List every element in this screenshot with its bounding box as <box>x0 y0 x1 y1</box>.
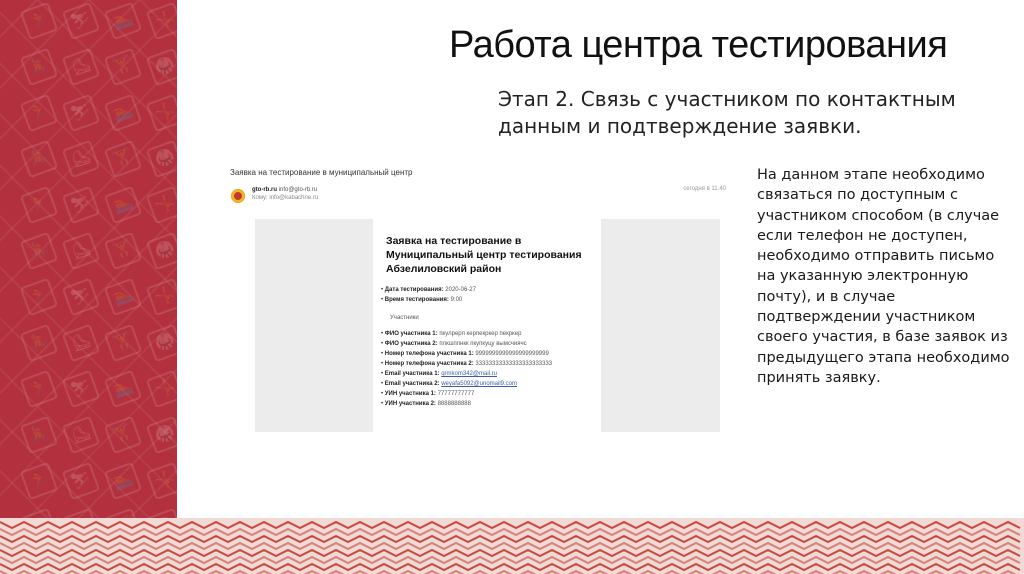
sport-pattern-icon: 🚴 <box>20 140 58 178</box>
sport-pattern-icon: ⛷ <box>62 278 100 316</box>
sport-pattern-icon: 🏃 <box>20 2 58 40</box>
sport-pattern-icon: 🥋 <box>146 48 177 86</box>
participant-label: ФИО участника 2: <box>384 341 438 347</box>
sport-pattern-icon: 🚴 <box>20 416 58 454</box>
sport-pattern-icon: 🏊 <box>104 370 142 408</box>
sport-pattern-icon: 🏊 <box>104 278 142 316</box>
sport-pattern-icon: 🏊 <box>104 2 142 40</box>
participant-value: 9999999999999999999999 <box>475 351 549 357</box>
participant-label: Email участника 1: <box>384 371 440 377</box>
sport-pattern-icon: 🤸 <box>146 2 177 40</box>
sport-pattern-icon: 🏋 <box>104 324 142 362</box>
sport-pattern-icon: ⛷ <box>62 370 100 408</box>
sender-address: info@gto-rb.ru <box>278 187 318 193</box>
email-screenshot <box>224 160 734 442</box>
sport-pattern-icon: 🏃 <box>20 370 58 408</box>
sport-pattern-icon: 🏃 <box>20 186 58 224</box>
sport-pattern-icon: 🤸 <box>146 278 177 316</box>
participant-label: ФИО участника 1: <box>384 331 438 337</box>
sport-pattern-icon: 🏃 <box>20 462 58 500</box>
sport-pattern-icon: 🤸 <box>146 94 177 132</box>
recipient-address: info@kabachne.ru <box>269 195 319 201</box>
decorative-side-band <box>0 0 177 574</box>
sport-pattern-icon: 🏋 <box>104 416 142 454</box>
participant-row: • УИН участника 1: 77777777777 <box>381 391 475 397</box>
participant-value: пкулрерп керпекркер пекркер <box>439 331 522 337</box>
decorative-bottom-ornament <box>0 518 1024 574</box>
zigzag-line <box>0 557 1020 563</box>
sport-pattern-icon: 🤸 <box>146 186 177 224</box>
participant-row: • Номер телефона участника 1: 9999999999999999999999 <box>381 351 549 357</box>
participant-value: плкшппнкк пкупкуцу вымсчиячс <box>439 341 527 347</box>
card-title: Заявка на тестирование в Муниципальный центр тестирования Абзелиловский район <box>386 235 582 275</box>
slide-title: Работа центра тестирования <box>449 24 948 66</box>
email-link[interactable]: weyafa5092@unomail9.com <box>441 381 518 387</box>
sport-pattern-icon: 🏊 <box>104 186 142 224</box>
detail-label: Время тестирования: <box>384 297 449 303</box>
sport-pattern-icon: 🏊 <box>104 94 142 132</box>
participant-row: • Email участника 2: weyafa5092@unomail9.com <box>381 381 518 387</box>
detail-value: 9:00 <box>450 297 463 303</box>
participant-row: • Номер телефона участника 2: 33333333333333333333333 <box>381 361 553 367</box>
participant-label: Email участника 2: <box>384 381 440 387</box>
email-link[interactable]: qrmkom342@mail.ru <box>441 371 497 377</box>
sender-avatar <box>231 189 245 203</box>
sport-pattern-icon: ⛸ <box>62 416 100 454</box>
sport-pattern-icon: 🤸 <box>146 370 177 408</box>
zigzag-line <box>0 522 1020 528</box>
participant-value: 8888888888 <box>437 401 471 407</box>
participant-row: • Email участника 1: qrmkom342@mail.ru <box>381 371 497 377</box>
sport-pattern-icon: 🥋 <box>146 140 177 178</box>
participant-label: Номер телефона участника 2: <box>384 361 474 367</box>
participants-heading: Участники <box>390 315 419 321</box>
sport-pattern-icon: 🤸 <box>146 462 177 500</box>
zigzag-line <box>0 550 1020 556</box>
participant-value: 33333333333333333333333 <box>475 361 553 367</box>
email-from <box>252 187 317 193</box>
zigzag-line <box>0 529 1020 535</box>
participant-row: • ФИО участника 1: пкулрерп керпекркер пекркер <box>381 331 522 337</box>
sport-pattern-icon: 🏃 <box>20 94 58 132</box>
sport-pattern-icon: ⛷ <box>62 186 100 224</box>
sport-pattern-icon: 🥋 <box>146 324 177 362</box>
zigzag-pattern <box>0 518 1024 574</box>
sport-pattern-icon: 🏋 <box>104 140 142 178</box>
detail-row: • Время тестирования: 9:00 <box>381 297 463 303</box>
detail-row: • Дата тестирования: 2020-06-27 <box>381 287 476 293</box>
sport-pattern-icon: 🏃 <box>20 278 58 316</box>
sport-pattern-icon: ⛷ <box>62 94 100 132</box>
sender-name: gto-rb.ru <box>252 187 277 193</box>
sport-pattern-icon: ⛸ <box>62 324 100 362</box>
explanation-text: На данном этапе необходимо связаться по доступным с участником способом (в случае если телефон не доступен, необходимо отправить письмо на указанную электронную почту), и в случае подтверждении участником своего участия, в базе заявок из предыдущего этапа необходимо принять заявку. <box>757 167 1010 386</box>
recipient-label: Кому: <box>252 195 268 201</box>
detail-label: Дата тестирования: <box>384 287 444 293</box>
zigzag-line <box>0 543 1020 549</box>
email-time: сегодня в 11:40 <box>683 186 726 192</box>
sport-pattern-icon: 🏋 <box>104 232 142 270</box>
sport-pattern-icon: ⛷ <box>62 2 100 40</box>
participant-value: 77777777777 <box>437 391 475 397</box>
participant-row: • УИН участника 2: 8888888888 <box>381 401 471 407</box>
sport-pattern-icon: ⛸ <box>62 232 100 270</box>
participant-label: Номер телефона участника 1: <box>384 351 474 357</box>
email-card <box>373 219 601 432</box>
participant-label: УИН участника 1: <box>384 391 436 397</box>
email-to <box>252 195 318 201</box>
zigzag-line <box>0 536 1020 542</box>
sport-pattern-icon: ⛸ <box>62 140 100 178</box>
sport-pattern-icon: 🚴 <box>20 232 58 270</box>
sport-pattern-icon: ⛷ <box>62 462 100 500</box>
zigzag-line <box>0 564 1020 570</box>
sport-pattern-icon: 🥋 <box>146 232 177 270</box>
sport-pattern-icon: 🏋 <box>104 48 142 86</box>
participant-label: УИН участника 2: <box>384 401 436 407</box>
sport-pattern-icon: 🚴 <box>20 324 58 362</box>
sport-pattern-icon: 🏊 <box>104 462 142 500</box>
sport-pattern-icon: 🚴 <box>20 48 58 86</box>
slide-subtitle: Этап 2. Связь с участником по контактным данным и подтверждение заявки. <box>498 87 956 138</box>
participant-row: • ФИО участника 2: плкшппнкк пкупкуцу вымсчиячс <box>381 341 527 347</box>
email-subject: Заявка на тестирование в муниципальный центр <box>230 168 413 177</box>
detail-value: 2020-06-27 <box>445 287 476 293</box>
sport-pattern-icon: 🥋 <box>146 416 177 454</box>
sport-pattern-icon: ⛸ <box>62 48 100 86</box>
